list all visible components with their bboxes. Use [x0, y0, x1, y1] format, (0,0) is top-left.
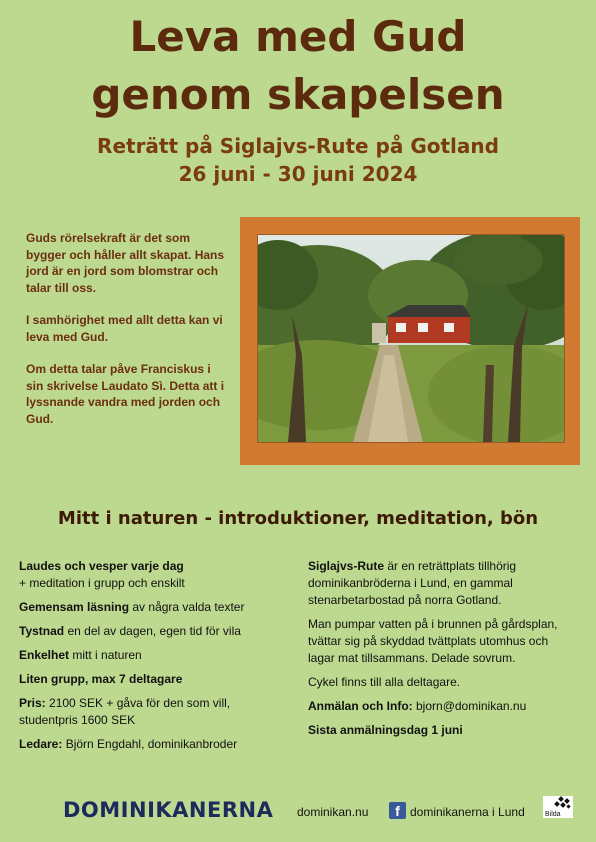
list-item	[19, 736, 289, 753]
website-link[interactable]: dominikan.nu	[297, 805, 369, 819]
subtitle-location: Reträtt på Siglajvs-Rute på Gotland	[97, 134, 499, 158]
intro-paragraph-1: Guds rörelsekraft är det som bygger och håller allt skapat. Hans jord är en jord som blomstrar och talar till oss.	[26, 231, 225, 295]
title-line-1: Leva med Gud	[129, 12, 467, 61]
photo-frame	[240, 217, 580, 465]
place-name: Siglajvs-Rute	[308, 559, 385, 573]
bilda-logo	[543, 796, 573, 818]
item-text: av några valda texter	[129, 600, 245, 614]
deadline-text: Sista anmälningsdag 1 juni	[308, 723, 463, 737]
contact-info	[308, 698, 576, 715]
item-text: Björn Engdahl, dominikanbroder	[62, 737, 238, 751]
item-label: Ledare:	[19, 737, 63, 751]
cottage-photo-illustration	[258, 235, 564, 442]
intro-paragraph-2: I samhörighet med allt detta kan vi leva med Gud.	[26, 313, 223, 344]
place-description: är en reträttplats tillhörig dominikanbröderna i Lund, en gammal stenarbetarbostad på norra Gotland.	[308, 559, 517, 607]
item-label: Pris:	[19, 696, 46, 710]
item-label: Liten grupp, max 7 deltagare	[19, 672, 183, 686]
item-text: + meditation i grupp och enskilt	[19, 576, 185, 590]
list-item	[19, 599, 289, 616]
details-list	[19, 558, 289, 760]
bilda-label: Bilda	[545, 811, 561, 818]
title-line-2: genom skapelsen	[91, 70, 505, 119]
bilda-icon	[543, 796, 573, 812]
list-item	[19, 695, 289, 729]
info-paragraph: Man pumpar vatten på i brunnen på gårdsplan, tvättar sig på skyddad tvättplats utomhus och lagar mat tillsammans. Delade sovrum.	[308, 617, 558, 665]
facebook-link[interactable]: dominikanerna i Lund	[410, 805, 525, 819]
list-item	[19, 671, 289, 688]
facebook-icon: f	[389, 802, 406, 819]
contact-label: Anmälan och Info:	[308, 699, 413, 713]
subtitle-dates: 26 juni - 30 juni 2024	[178, 162, 418, 186]
item-text: en del av dagen, egen tid för vila	[64, 624, 241, 638]
intro-paragraph-3: Om detta talar påve Franciskus i sin skrivelse Laudato Sì. Detta att i lyssnande vandra med jorden och Gud.	[26, 362, 225, 426]
cottage-photo	[258, 235, 564, 442]
info-paragraph	[308, 558, 576, 609]
intro-text	[26, 230, 231, 443]
contact-email[interactable]: bjorn@dominikan.nu	[412, 699, 527, 713]
item-text: 2100 SEK + gåva för den som vill, studentpris 1600 SEK	[19, 696, 231, 727]
list-item	[19, 647, 289, 664]
item-label: Laudes och vesper varje dag	[19, 559, 184, 573]
item-label: Tystnad	[19, 624, 65, 638]
info-paragraph: Cykel finns till alla deltagare.	[308, 675, 461, 689]
list-item	[19, 623, 289, 640]
info-column	[308, 558, 576, 746]
item-text: mitt i naturen	[69, 648, 142, 662]
item-label: Gemensam läsning	[19, 600, 130, 614]
item-label: Enkelhet	[19, 648, 70, 662]
list-item	[19, 558, 289, 592]
deadline	[308, 722, 576, 739]
brand-logo-text: DOMINIKANERNA	[63, 798, 274, 822]
section-heading: Mitt i naturen - introduktioner, meditation, bön	[57, 508, 539, 529]
